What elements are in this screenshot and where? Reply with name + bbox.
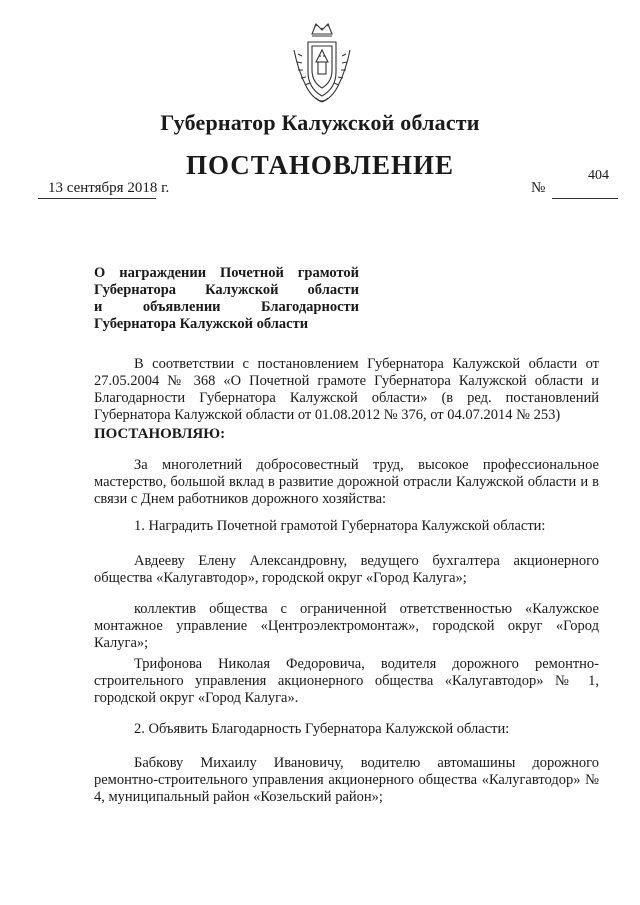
- award-text: Трифонова Николая Федоровича, водителя дорожного ремонтно-строительного управления акционерного общества «Калугавтодор» № 1, городской округ «Город Калуга».: [94, 656, 599, 706]
- document-heading: [94, 265, 359, 333]
- authority-title: Губернатор Калужской области: [160, 110, 480, 135]
- heading-line: О награждении Почетной грамотой: [94, 265, 359, 281]
- award-text: коллектив общества с ограниченной ответственностью «Калужское монтажное управление «Центроэлектромонтаж», городской округ «Город Калуга»;: [94, 601, 599, 651]
- reason-text: За многолетний добросовестный труд, высокое профессиональное мастерство, большой вклад в развитие дорожной отрасли Калужской области и в связи с Днем работников дорожного хозяйства:: [94, 457, 599, 507]
- decree-word: ПОСТАНОВЛЯЮ:: [94, 426, 226, 442]
- date-underline: [38, 198, 156, 199]
- kaluga-coat-of-arms-icon: [290, 20, 354, 106]
- award-text: Авдееву Елену Александровну, ведущего бухгалтера акционерного общества «Калугавтодор», городской округ «Город Калуга»;: [94, 553, 599, 586]
- heading-line: Губернатора Калужской области: [94, 316, 309, 332]
- award-paragraph-3: [94, 656, 599, 707]
- number-underline: [552, 198, 618, 199]
- heading-line: и объявлении Благодарности: [94, 299, 359, 315]
- item-1-heading: 1. Наградить Почетной грамотой Губернатора Калужской области:: [134, 518, 546, 534]
- thanks-text: Бабкову Михаилу Ивановичу, водителю автомашины дорожного ремонтно-строительного управления акционерного общества «Калугавтодор» № 4, муниципальный район «Козельский район»;: [94, 755, 599, 805]
- heading-line: Губернатора Калужской области: [94, 282, 359, 298]
- document-number: 404: [588, 168, 609, 183]
- intro-text: В соответствии с постановлением Губернатора Калужской области от 27.05.2004 № 368 «О Почетной грамоте Губернатора Калужской области и Благодарности Губернатора Калужской области» (в ред. постановлений Губернатора Калужской области от 01.08.2012 № 376, от 04.07.2014 № 253): [94, 356, 599, 423]
- number-label: №: [531, 180, 546, 196]
- document-date: 13 сентября 2018 г.: [48, 180, 170, 196]
- reason-paragraph: [94, 457, 599, 508]
- thanks-paragraph-1: [94, 755, 599, 806]
- award-paragraph-2: [94, 601, 599, 652]
- document-type: ПОСТАНОВЛЕНИЕ: [185, 150, 455, 180]
- intro-paragraph: [94, 356, 599, 424]
- award-paragraph-1: [94, 553, 599, 587]
- item-2-heading: 2. Объявить Благодарность Губернатора Калужской области:: [134, 721, 510, 737]
